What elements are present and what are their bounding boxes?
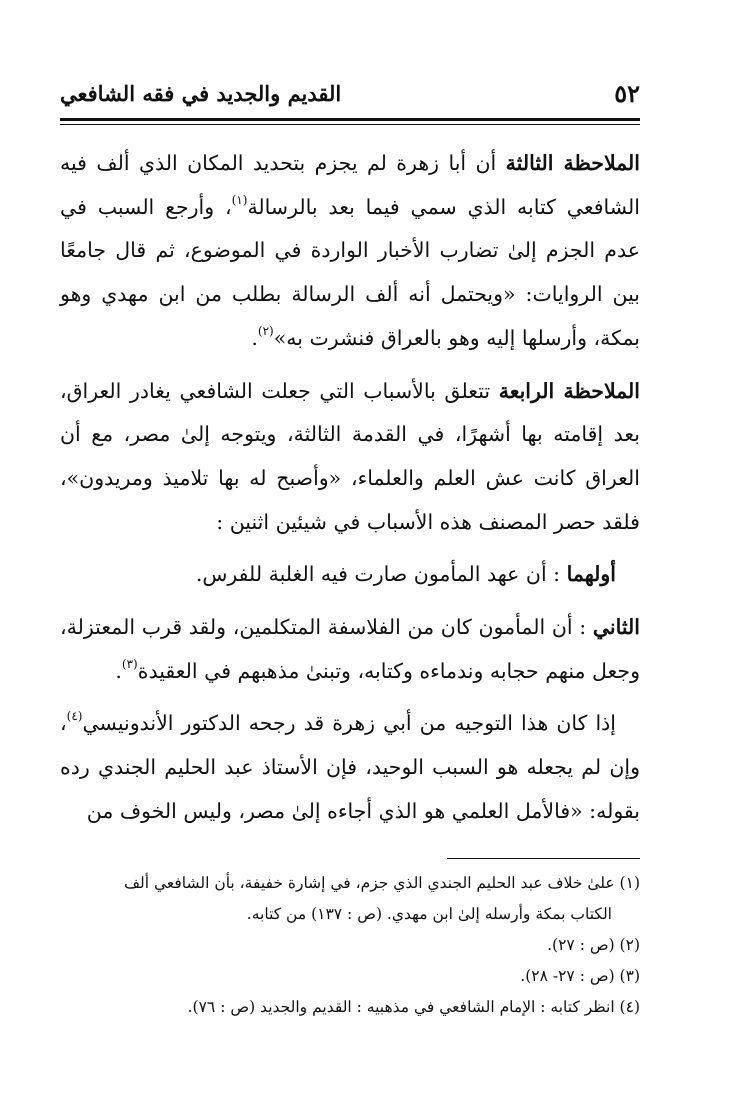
paragraph-text: . (251, 325, 258, 350)
paragraph-text: : أن المأمون كان من الفلاسفة المتكلمين، ولقد قرب المعتزلة، وجعل منهم حجابه وندماءه وكتابه، وتبنىٰ مذهبهم في العقيدة (60, 615, 640, 683)
footnote-ref[interactable]: (٢) (257, 323, 274, 338)
paragraph-first-reason (60, 553, 640, 597)
paragraph-lead: الملاحظة الثالثة (505, 151, 640, 175)
running-title: القديم والجديد في فقه الشافعي (60, 80, 342, 106)
footnote-1: (١) علىٰ خلاف عبد الحليم الجندي الذي جزم، في إشارة خفيفة، بأن الشافعي ألف (124, 874, 640, 892)
paragraph-lead: الثاني (592, 615, 640, 640)
footnote-3: (٣) (ص : ٢٧- ٢٨). (520, 967, 640, 985)
footnote-ref[interactable]: (١) (231, 192, 248, 207)
paragraph-text: . (115, 658, 122, 683)
paragraph-text: تتعلق بالأسباب التي جعلت الشافعي يغادر العراق، بعد إقامته بها أشهرًا، في القدمة الثالثة، ويتوجه إلىٰ مصر، مع أن العراق كانت عش العلم والعلماء، «وأصبح له بها تلاميذ ومريدون»، فلقد حصر المصنف هذه الأسباب في شيئين اثنين : (60, 378, 640, 534)
paragraph-third-note (60, 142, 640, 361)
header-rule-thick (60, 118, 640, 121)
page-number: ٥٢ (614, 78, 640, 108)
paragraph-second-reason (60, 606, 640, 693)
paragraph-conclusion (60, 702, 640, 833)
footnote-1-continuation: الكتاب بمكة وأرسله إلىٰ ابن مهدي. (ص : ١٣٧) من كتابه. (246, 905, 612, 923)
paragraph-text: : أن عهد المأمون صارت فيه الغلبة للفرس. (195, 562, 567, 587)
footnotes (60, 868, 640, 1023)
paragraph-lead: أولهما (566, 562, 616, 587)
footnote-4: (٤) انظر كتابه : الإمام الشافعي في مذهبيه : القديم والجديد (ص : ٧٦). (187, 998, 640, 1016)
header-rule-thin (60, 124, 640, 125)
footnote-divider (447, 858, 640, 859)
paragraph-text: ، وأرجع السبب في عدم الجزم إلىٰ تضارب الأخبار الواردة في الموضوع، ثم قال جامعًا بين الروايات: «ويحتمل أنه ألف الرسالة بطلب من ابن مهدي وهو بمكة، وأرسلها إليه وهو بالعراق فنشرت به» (60, 194, 640, 350)
paragraph-lead: الملاحظة الرابعة (498, 378, 640, 403)
paragraph-text: ، وإن لم يجعله هو السبب الوحيد، فإن الأستاذ عبد الحليم الجندي رده بقوله: «فالأمل العلمي هو الذي أجاءه إلىٰ مصر، وليس الخوف من (60, 711, 640, 823)
main-text (60, 142, 640, 843)
paragraph-text: أن أبا زهرة لم يجزم بتحديد المكان الذي ألف فيه الشافعي كتابه الذي سمي فيما بعد بالرسالة (60, 151, 640, 219)
footnote-2: (٢) (ص : ٢٧). (547, 936, 640, 954)
footnote-ref[interactable]: (٣) (121, 656, 138, 671)
paragraph-text: إذا كان هذا التوجيه من أبي زهرة قد رجحه الدكتور الأندونيسي (82, 711, 616, 736)
footnote-ref[interactable]: (٤) (66, 709, 83, 724)
paragraph-fourth-note (60, 370, 640, 545)
page-header (60, 76, 640, 110)
